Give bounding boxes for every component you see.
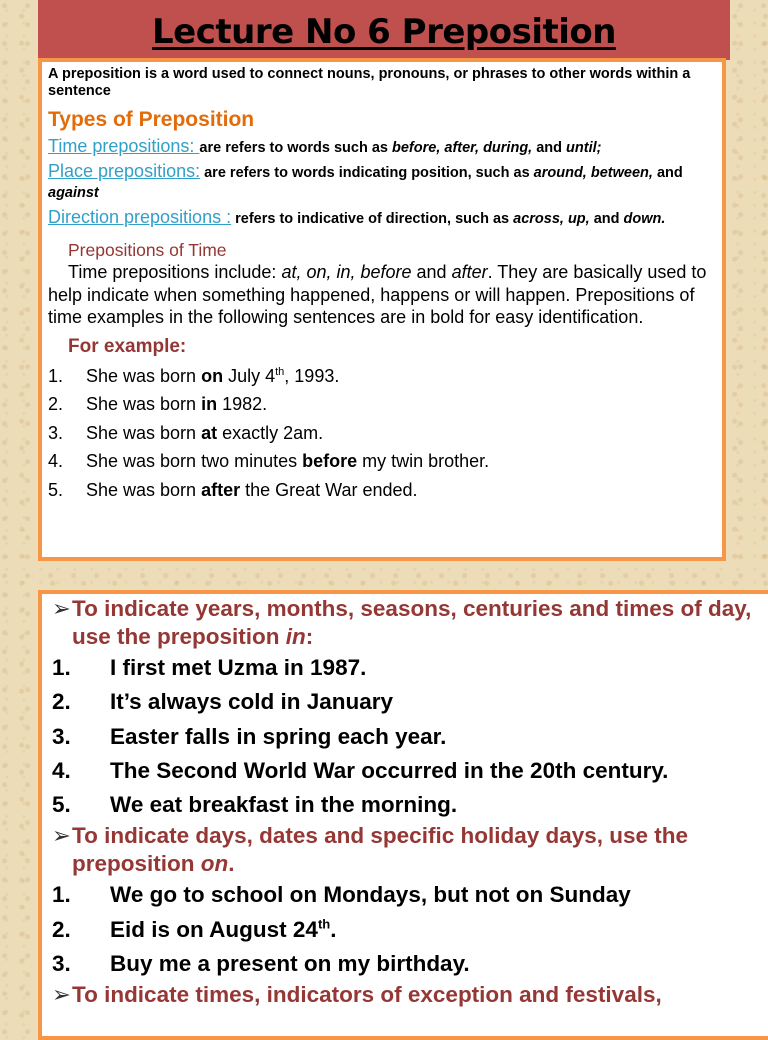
para-italic-1: at, on, in, before [281,262,412,282]
rule-end: . [228,851,235,877]
item-bold: after [201,479,241,500]
item-number: 2. [52,689,71,715]
item-text: It’s always cold in January [110,689,394,715]
direction-prepositions-label: Direction prepositions : [48,207,232,227]
item-number: 4. [48,451,64,471]
item-text: She was born [86,422,202,443]
list-item [52,651,764,685]
types-heading: Types of Preposition [48,108,255,131]
item-text-after: exactly 2am. [217,422,324,443]
item-text-after: July 4 [223,365,276,386]
item-number: 5. [48,479,64,500]
rule-end: : [305,624,314,649]
para-part-1: Time prepositions include: [68,262,282,282]
para-part-3: . They are basically used to help indicate when something happened, happens or will happen. Prepositions of time examples in the following sentences are in bold for easy identification. [48,262,707,327]
item-sup: th [275,365,285,378]
para-italic-2: after [451,262,488,282]
time-paragraph [48,261,716,329]
list-item [48,419,716,448]
list-item [48,476,716,505]
item-text: She was born [86,479,202,500]
item-number: 5. [52,792,71,818]
direction-italic: across, up, [513,211,590,227]
place-italic-2: against [48,185,99,201]
item-bold: on [201,365,224,386]
rule-on [52,822,764,878]
item-text: Easter falls in spring each year. [110,723,447,749]
arrow-bullet-icon: ➢ [52,823,71,849]
on-examples-list [52,878,764,981]
list-item [52,913,764,947]
list-item [48,362,716,391]
time-italic: before, after, during, [392,140,533,156]
time-prepositions-line [48,135,716,159]
place-italic: around, between, [533,165,653,181]
item-text-after: the Great War ended. [240,479,418,500]
item-number: 4. [52,757,71,783]
prepositions-of-time-heading: Prepositions of Time [68,240,227,260]
item-text-after: my twin brother. [357,451,490,471]
item-text-end: , 1993. [284,365,340,386]
time-text: are refers to words such as [199,140,393,156]
item-text: Buy me a present on my birthday. [110,951,470,977]
page-title: Lecture No 6 Preposition [152,12,616,52]
item-number: 2. [52,916,71,942]
intro-text: A preposition is a word used to connect nouns, pronouns, or phrases to other words within a sentence [48,66,691,99]
arrow-bullet-icon: ➢ [52,596,71,621]
item-number: 1. [52,655,71,680]
place-prepositions-label: Place prepositions: [48,161,201,181]
direction-text: refers to indicative of direction, such as [231,211,514,227]
list-item [52,788,764,822]
item-sup: th [317,916,331,932]
item-text: Eid is on August 24 [110,916,318,942]
item-text: The Second World War occurred in the 20th century. [110,757,669,783]
rule-text: To indicate days, dates and specific holiday days, use the preposition [72,823,689,877]
in-examples-list [52,651,764,822]
para-part-2: and [411,262,452,282]
item-bold: in [201,394,218,414]
item-number: 1. [52,882,71,908]
item-text: We go to school on Mondays, but not on Sunday [110,882,631,908]
item-text: She was born [86,365,202,386]
list-item [48,390,716,419]
item-text-end: . [330,916,337,942]
item-number: 3. [48,422,64,443]
direction-italic-2: down. [623,211,666,227]
place-text: are refers to words indicating position, such as [200,165,534,181]
list-item [52,754,764,788]
item-number: 3. [52,951,71,977]
rule-italic: on [200,851,229,877]
arrow-bullet-icon: ➢ [52,982,71,1008]
rule-italic: in [285,624,306,649]
time-and: and [532,140,567,156]
title-bar [38,0,730,60]
list-item [52,878,764,912]
time-prepositions-label: Time prepositions: [48,136,200,156]
for-example-heading: For example: [68,335,187,357]
rule-in [52,595,764,651]
usage-rules-box [38,590,768,1040]
item-bold: before [302,451,358,471]
item-text-after: 1982. [217,394,268,414]
item-text: She was born two minutes [86,451,303,471]
rule-text: To indicate times, indicators of exception and festivals, [72,982,662,1008]
item-number: 1. [48,365,64,386]
item-text: She was born [86,394,202,414]
direction-and: and [589,211,624,227]
list-item [52,947,764,981]
direction-prepositions-line [48,207,716,230]
definition-box [38,58,726,561]
list-item [52,720,764,754]
item-text: We eat breakfast in the morning. [110,792,458,818]
item-bold: at [201,422,218,443]
place-prepositions-line [48,161,716,203]
item-number: 2. [48,394,64,414]
rule-at [52,981,764,1009]
time-examples-list [48,362,716,505]
item-number: 3. [52,723,71,749]
time-italic-2: until; [566,140,602,156]
list-item [52,685,764,719]
place-and: and [652,165,683,181]
item-text: I first met Uzma in 1987. [110,655,367,680]
list-item [48,447,716,476]
rule-text: To indicate years, months, seasons, centuries and times of day, use the preposition [72,596,752,649]
